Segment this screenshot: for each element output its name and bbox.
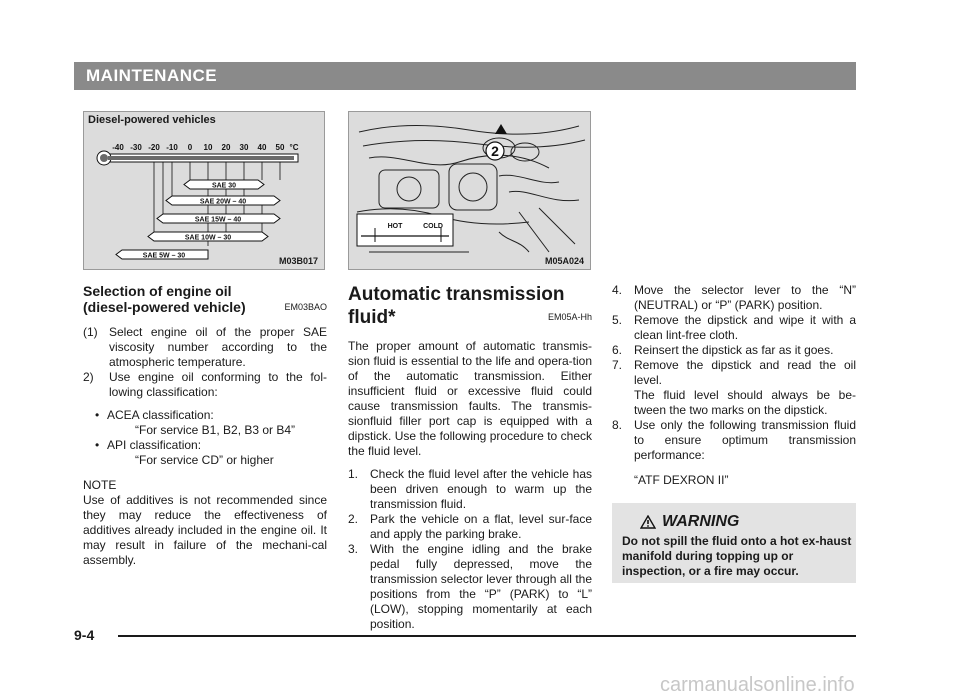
trans-section-title-line1: Automatic transmission	[348, 284, 565, 305]
bullet-item: • ACEA classification:	[95, 408, 214, 422]
step-item: 3. With the engine idling and the brake pedal fully depressed, move the transmission selector lever through all the positions from the “P” (PARK) to “L” (LOW), stopping momentarily at each position.	[348, 542, 592, 631]
bullet-value: “For service CD” or higher	[135, 453, 274, 467]
trans-section-title-line2: fluid*	[348, 307, 396, 328]
dipstick-inset	[357, 214, 453, 246]
hot-label: HOT	[387, 223, 403, 230]
grade-label: SAE 20W – 40	[199, 198, 247, 206]
temp-label: 20	[221, 143, 231, 152]
grade-label: SAE 30	[211, 182, 237, 190]
temp-label: -40	[112, 143, 124, 152]
grade-label: SAE 5W – 30	[142, 252, 186, 260]
warning-text: Do not spill the fluid onto a hot ex-haust manifold during topping up or inspection, or a fire may occur.	[622, 534, 852, 578]
transmission-dipstick-figure	[348, 111, 591, 270]
step-item-extra: The fluid level should always be be-tween the two marks on the dipstick.	[634, 388, 856, 417]
figure-code: M05A024	[544, 256, 584, 266]
section-header-bar	[74, 62, 856, 90]
marker-number: 2	[491, 143, 499, 159]
trans-intro: The proper amount of automatic transmis-sion fluid is essential to the life and opera-tion of the automatic transmission. Either insufficient fluid or excessive fluid could cause transmission faults. The transmis-sionfluid filler port cap is equipped with a dipstick. Use the following procedure to check the fluid level.	[348, 339, 592, 458]
warning-title: WARNING	[662, 513, 740, 530]
transmission-fluid-section	[348, 283, 592, 632]
step-item: 1. Check the fluid level after the vehicle has been driven enough to warm up the transmission fluid.	[348, 467, 592, 511]
oil-section-code: EM03BAO	[284, 302, 327, 312]
grade-label: SAE 10W – 30	[184, 234, 232, 242]
step-item: 5. Remove the dipstick and wipe it with a clean lint-free cloth.	[612, 313, 856, 342]
temp-label: 0	[187, 143, 193, 152]
oil-viscosity-figure	[83, 111, 325, 270]
step-item: 6. Reinsert the dipstick as far as it goes.	[612, 343, 834, 357]
figure-code: M03B017	[278, 256, 318, 266]
engine-oil-section	[83, 283, 327, 568]
trans-section-code: EM05A-Hh	[547, 312, 592, 322]
page-number: 9-4	[74, 627, 95, 643]
oil-section-title-line2: (diesel-powered vehicle)	[83, 299, 246, 315]
engine-bay-illustration	[349, 112, 592, 271]
step-item: 2. Park the vehicle on a flat, level sur-face and apply the parking brake.	[348, 512, 592, 541]
temp-label: 50	[275, 143, 285, 152]
cold-label: COLD	[423, 223, 443, 230]
section-title: MAINTENANCE	[86, 66, 218, 85]
warning-box	[612, 503, 856, 583]
watermark: carmanualsonline.info	[660, 674, 855, 696]
temp-label: 40	[257, 143, 267, 152]
temp-label: -30	[130, 143, 142, 152]
step-item: 8. Use only the following transmission fluid to ensure optimum transmission performance:	[612, 418, 856, 462]
bullet-value: “For service B1, B2, B3 or B4”	[135, 423, 296, 437]
fluid-name: “ATF DEXRON II”	[634, 473, 729, 487]
temp-label: -20	[148, 143, 160, 152]
list-item: 2) Use engine oil conforming to the fol-lowing classification:	[83, 370, 327, 399]
temp-label: -10	[166, 143, 178, 152]
arrow-icon	[495, 124, 507, 134]
note-label: NOTE	[83, 478, 117, 492]
viscosity-chart-svg	[84, 112, 326, 271]
temp-unit: °C	[289, 143, 299, 152]
steps-continued-section	[612, 283, 856, 488]
step-item: 4. Move the selector lever to the “N” (NEUTRAL) or “P” (PARK) position.	[612, 283, 856, 312]
grade-label: SAE 15W – 40	[194, 216, 242, 224]
footer-rule	[118, 635, 856, 637]
warning-triangle-icon	[640, 515, 656, 529]
figure-caption: Diesel-powered vehicles	[88, 114, 216, 126]
fluid-name-row	[612, 473, 856, 488]
temp-label: 30	[239, 143, 249, 152]
note-text: Use of additives is not recommended since they may reduce the effectiveness of additives already included in the engine oil. It may result in failure of the mechani-cal assembly.	[83, 493, 327, 567]
list-item: (1) Select engine oil of the proper SAE viscosity number according to the atmospheric temperature.	[83, 325, 327, 369]
temp-label: 10	[203, 143, 213, 152]
thermometer-column	[108, 156, 294, 160]
step-item: 7. Remove the dipstick and read the oil level.	[612, 358, 856, 387]
thermometer-bulb-fill	[100, 154, 108, 162]
bullet-item: • API classification:	[95, 438, 202, 452]
oil-section-title-line1: Selection of engine oil	[83, 283, 232, 299]
